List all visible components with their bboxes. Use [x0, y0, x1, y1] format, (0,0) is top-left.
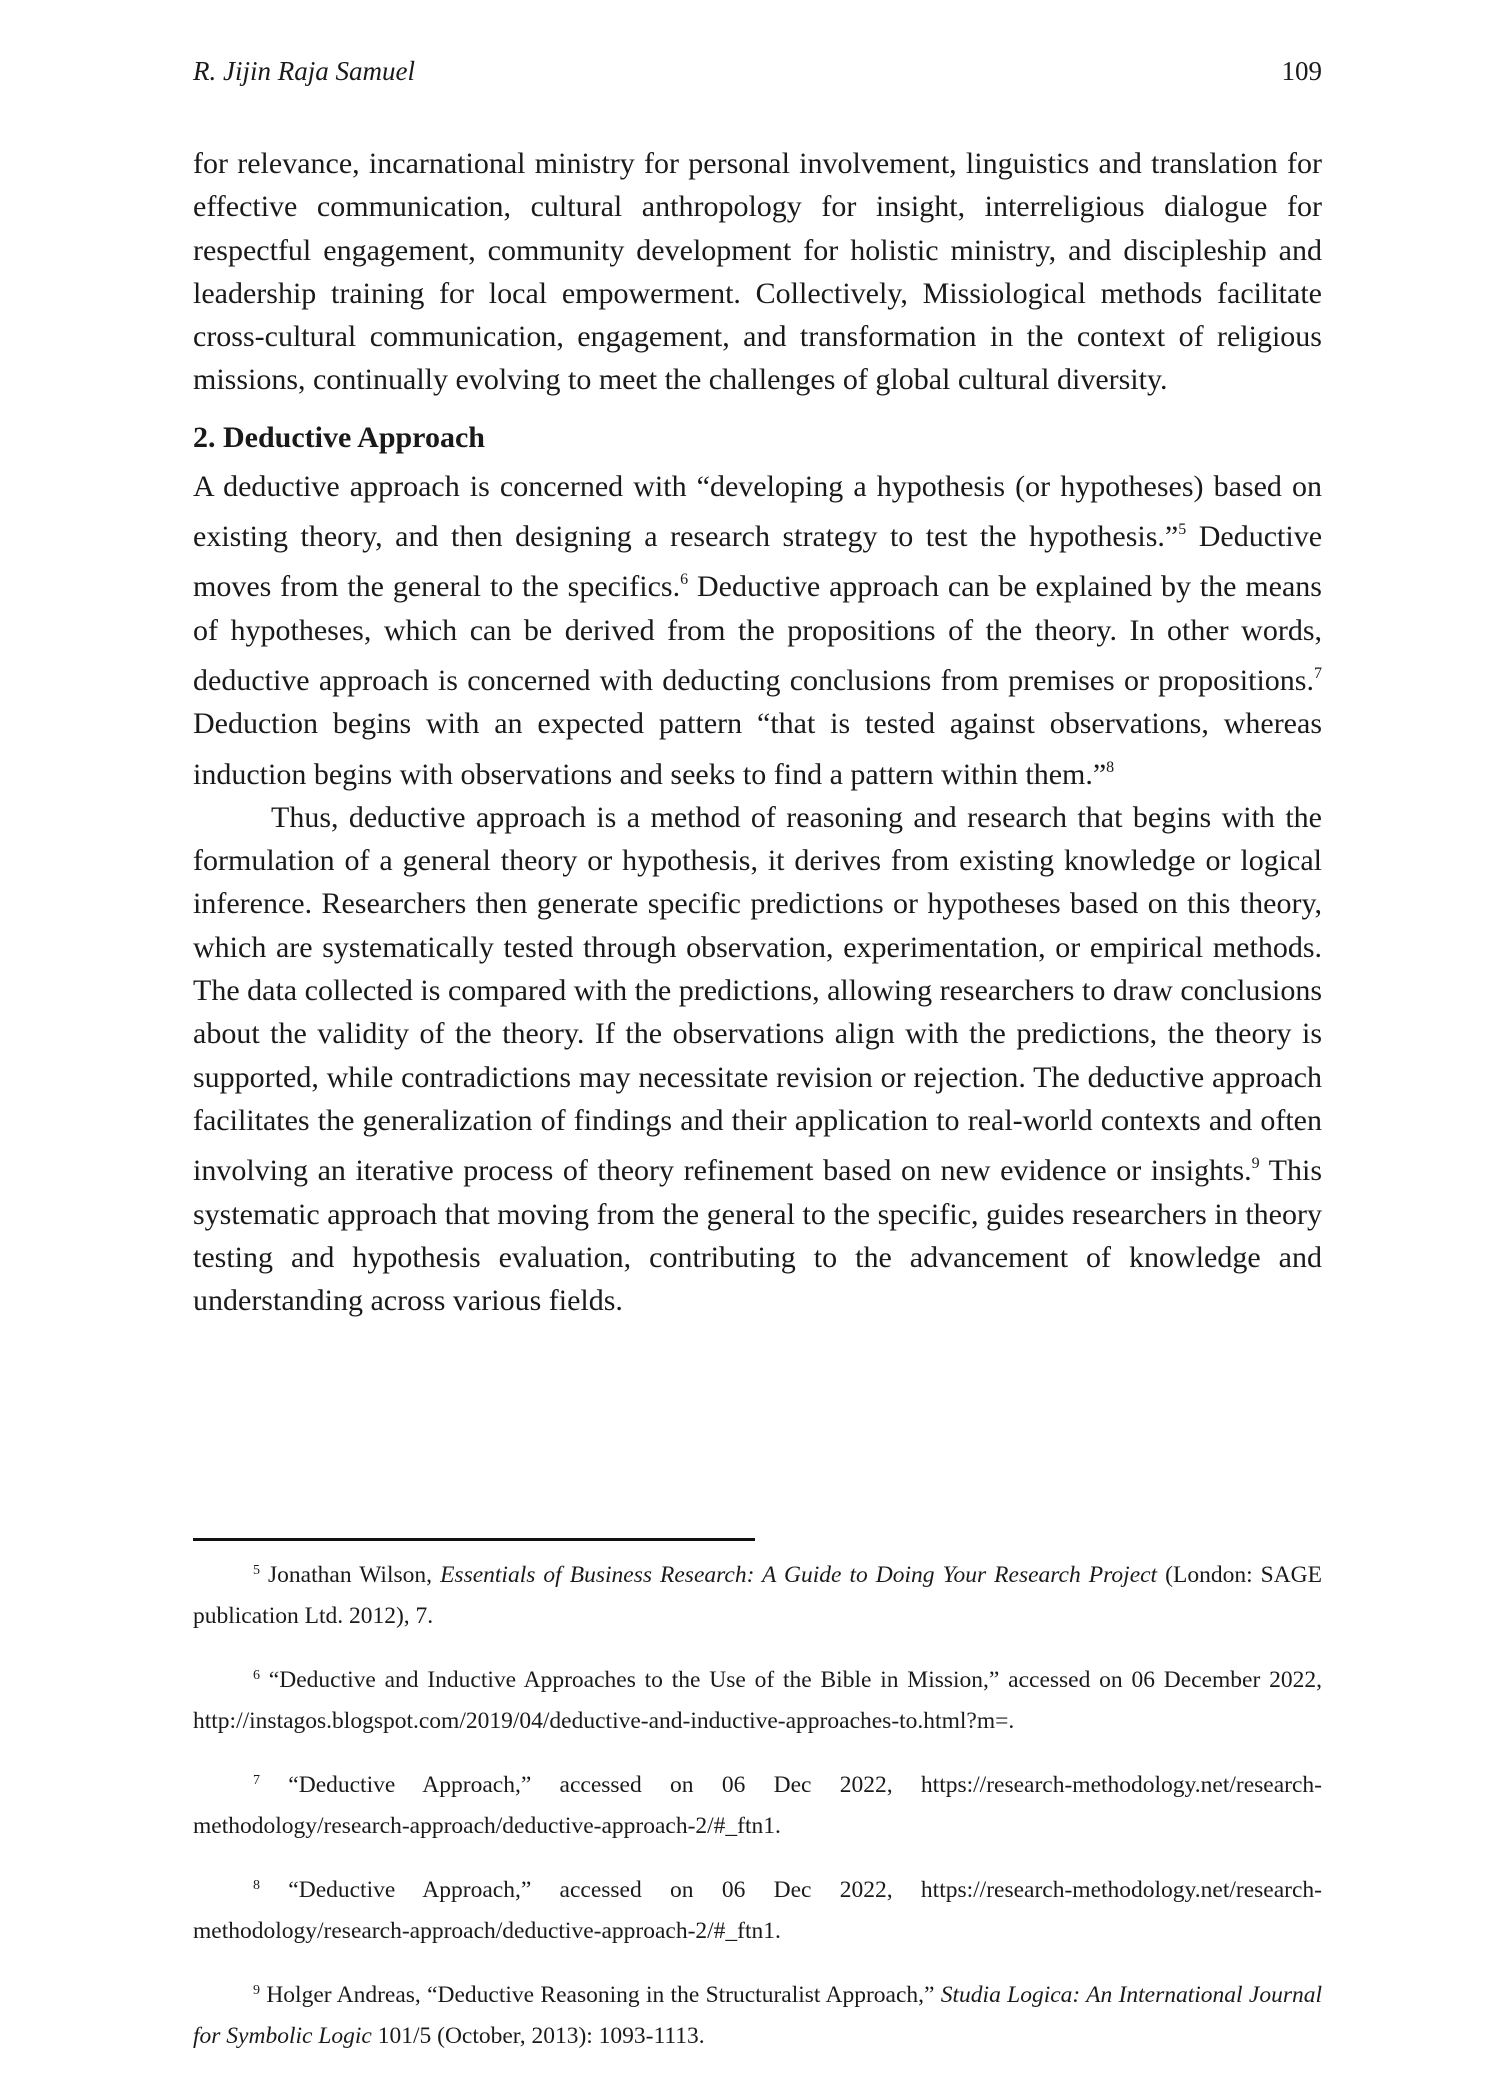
footnote-text: Jonathan Wilson,	[260, 1562, 441, 1588]
footnote-8	[193, 1865, 1322, 1952]
footnote-ref-7[interactable]: 7	[1314, 664, 1322, 682]
footnote-9	[193, 1970, 1322, 2057]
page-number: 109	[1281, 56, 1322, 86]
footnote-6	[193, 1655, 1322, 1742]
footnote-ref-5[interactable]: 5	[1178, 521, 1187, 539]
footnote-ref-8[interactable]: 8	[1106, 758, 1115, 776]
footnote-7	[193, 1760, 1322, 1847]
text: A deductive approach is concerned with “developing a hypothesis (or hypotheses) based on existing theory, and then designing a research strategy to test the hypothesis.”	[193, 469, 1322, 554]
footnote-number: 9	[253, 1983, 260, 1998]
footnote-title: Essentials of Business Research: A Guide to Doing Your Research Project	[440, 1562, 1158, 1588]
section-heading: 2. Deductive Approach	[193, 420, 485, 454]
footnote-divider	[193, 1538, 755, 1541]
footnote-text: “Deductive Approach,” accessed on 06 Dec 2022, https://research-methodology.net/research-methodology/research-approach/deductive-approach-2/#_ftn1.	[193, 1772, 1322, 1839]
footnote-number: 7	[253, 1773, 260, 1788]
footnote-ref-6[interactable]: 6	[680, 571, 689, 589]
paragraph-deductive-summary	[193, 796, 1322, 1323]
footnote-journal: Studia Logica: An International Journal for Symbolic Logic	[193, 1982, 1323, 2049]
footnote-text: (London: SAGE publication Ltd. 2012), 7.	[193, 1562, 1323, 1629]
footnote-number: 8	[253, 1878, 260, 1893]
footnote-number: 6	[253, 1668, 260, 1683]
footnote-text: 101/5 (October, 2013): 1093-1113.	[371, 2023, 705, 2049]
footnote-text: “Deductive and Inductive Approaches to the Use of the Bible in Mission,” accessed on 06 December 2022, http://instagos.blogspot.com/2019/04/deductive-and-inductive-approaches-to.html?m=.	[193, 1667, 1322, 1734]
text: This systematic approach that moving from the general to the specific, guides researchers in theory testing and hypothesis evaluation, contributing to the advancement of knowledge and understanding across various fields.	[193, 1154, 1322, 1318]
running-header	[193, 56, 1322, 87]
footnote-number: 5	[253, 1563, 260, 1578]
footnote-text: Holger Andreas, “Deductive Reasoning in the Structuralist Approach,”	[260, 1982, 941, 2008]
paragraph-deductive-definition	[193, 465, 1322, 796]
text: Thus, deductive approach is a method of reasoning and research that begins with the formulation of a general theory or hypothesis, it derives from existing knowledge or logical inference. Researchers then generate specific predictions or hypotheses based on this theory, which are systematically tested through observation, experimentation, or empirical methods. The data collected is compared with the predictions, allowing researchers to draw conclusions about the validity of the theory. If the observations align with the predictions, the theory is supported, while contradictions may necessitate revision or rejection. The deductive approach facilitates the generalization of findings and their application to real-world contexts and often involving an iterative process of theory refinement based on new evidence or insights.	[193, 800, 1322, 1188]
text: Deductive moves from the general to the specifics.	[193, 520, 1323, 604]
footnote-text: “Deductive Approach,” accessed on 06 Dec 2022, https://research-methodology.net/research-methodology/research-approach/deductive-approach-2/#_ftn1.	[193, 1877, 1322, 1944]
paragraph-continued: for relevance, incarnational ministry for personal involvement, linguistics and translation for effective communication, cultural anthropology for insight, interreligious dialogue for respectful engagement, community development for holistic ministry, and discipleship and leadership training for local empowerment. Collectively, Missiological methods facilitate cross-cultural communication, engagement, and transformation in the context of religious missions, continually evolving to meet the challenges of global cultural diversity.	[193, 147, 1322, 397]
footnotes	[193, 1550, 1322, 2075]
text: Deductive approach can be explained by the means of hypotheses, which can be derived from the propositions of the theory. In other words, deductive approach is concerned with deducting conclusions from premises or propositions.	[193, 570, 1322, 697]
footnote-5	[193, 1550, 1322, 1637]
running-header-author: R. Jijin Raja Samuel	[193, 56, 415, 86]
footnote-ref-9[interactable]: 9	[1251, 1155, 1260, 1173]
main-text	[193, 142, 1322, 1322]
text: Deduction begins with an expected pattern “that is tested against observations, whereas induction begins with observations and seeks to find a pattern within them.”	[193, 707, 1322, 791]
